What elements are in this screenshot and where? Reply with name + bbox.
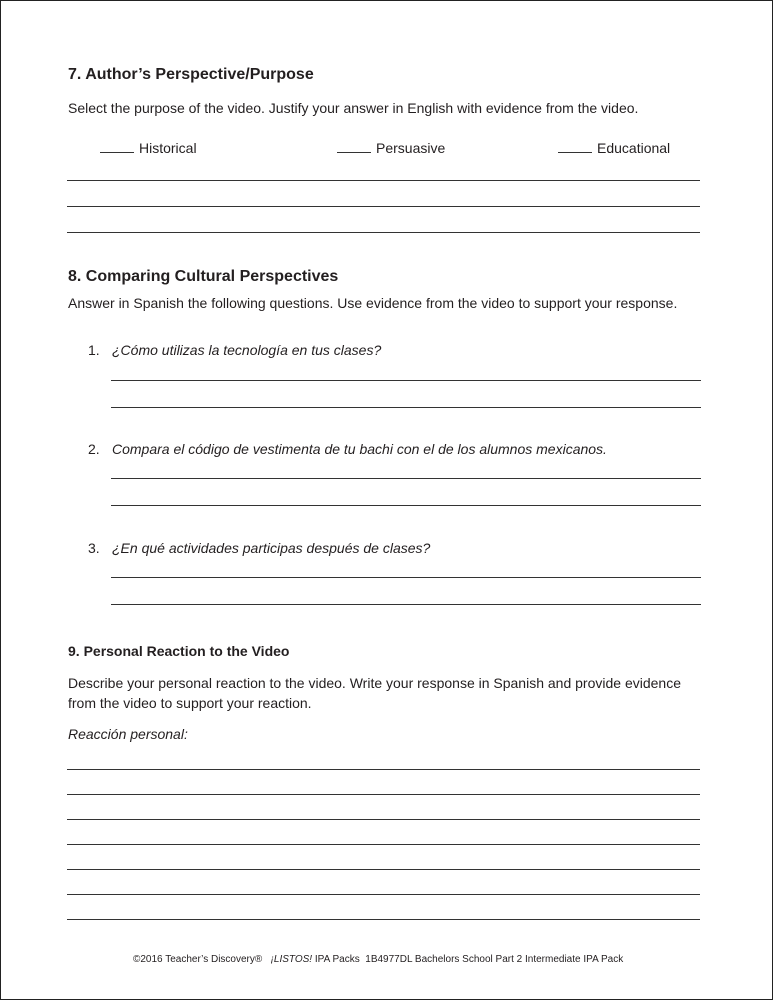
option-historical[interactable] [100, 140, 197, 156]
question-1-number: 1. [88, 342, 100, 358]
answer-line[interactable] [111, 380, 701, 381]
answer-line[interactable] [111, 604, 701, 605]
section-9-title: 9. Personal Reaction to the Video [68, 643, 290, 659]
section-8-title: 8. Comparing Cultural Perspectives [68, 268, 339, 285]
answer-line[interactable] [67, 206, 700, 207]
answer-line[interactable] [67, 869, 700, 870]
answer-line[interactable] [67, 844, 700, 845]
answer-line[interactable] [67, 232, 700, 233]
question-1-text: ¿Cómo utilizas la tecnología en tus clases? [112, 342, 382, 358]
footer-series: ¡LISTOS! [270, 954, 313, 965]
question-2-number: 2. [88, 441, 100, 457]
section-9-instruction-line1: Describe your personal reaction to the video. Write your response in Spanish and provide evidence [68, 675, 681, 691]
answer-line[interactable] [67, 180, 700, 181]
answer-line[interactable] [67, 794, 700, 795]
question-3-text: ¿En qué actividades participas después de clases? [112, 540, 431, 556]
footer-copyright: ©2016 Teacher’s Discovery® [133, 954, 263, 965]
option-educational[interactable] [558, 140, 670, 156]
section-7-instruction: Select the purpose of the video. Justify your answer in English with evidence from the video. [68, 100, 639, 116]
answer-blank[interactable] [558, 140, 592, 153]
option-label: Educational [597, 140, 671, 156]
answer-line[interactable] [67, 919, 700, 920]
option-label: Historical [139, 140, 197, 156]
answer-line[interactable] [67, 819, 700, 820]
answer-blank[interactable] [100, 140, 134, 153]
answer-line[interactable] [67, 894, 700, 895]
section-9-instruction-line2: from the video to support your reaction. [68, 695, 312, 711]
answer-line[interactable] [111, 577, 701, 578]
answer-blank[interactable] [337, 140, 371, 153]
footer-product: IPA Packs 1B4977DL Bachelors School Part 2 Intermediate IPA Pack [314, 954, 624, 965]
section-7-title: 7. Author’s Perspective/Purpose [68, 66, 314, 83]
answer-line[interactable] [111, 505, 701, 506]
question-3-number: 3. [88, 540, 100, 556]
answer-line[interactable] [111, 407, 701, 408]
section-8-instruction: Answer in Spanish the following questions. Use evidence from the video to support your response. [68, 295, 678, 311]
reaction-prompt: Reacción personal: [68, 726, 188, 742]
question-2-text: Compara el código de vestimenta de tu bachi con el de los alumnos mexicanos. [112, 441, 607, 457]
answer-line[interactable] [67, 769, 700, 770]
option-persuasive[interactable] [337, 140, 445, 156]
footer [133, 954, 623, 965]
option-label: Persuasive [376, 140, 446, 156]
answer-line[interactable] [111, 478, 701, 479]
